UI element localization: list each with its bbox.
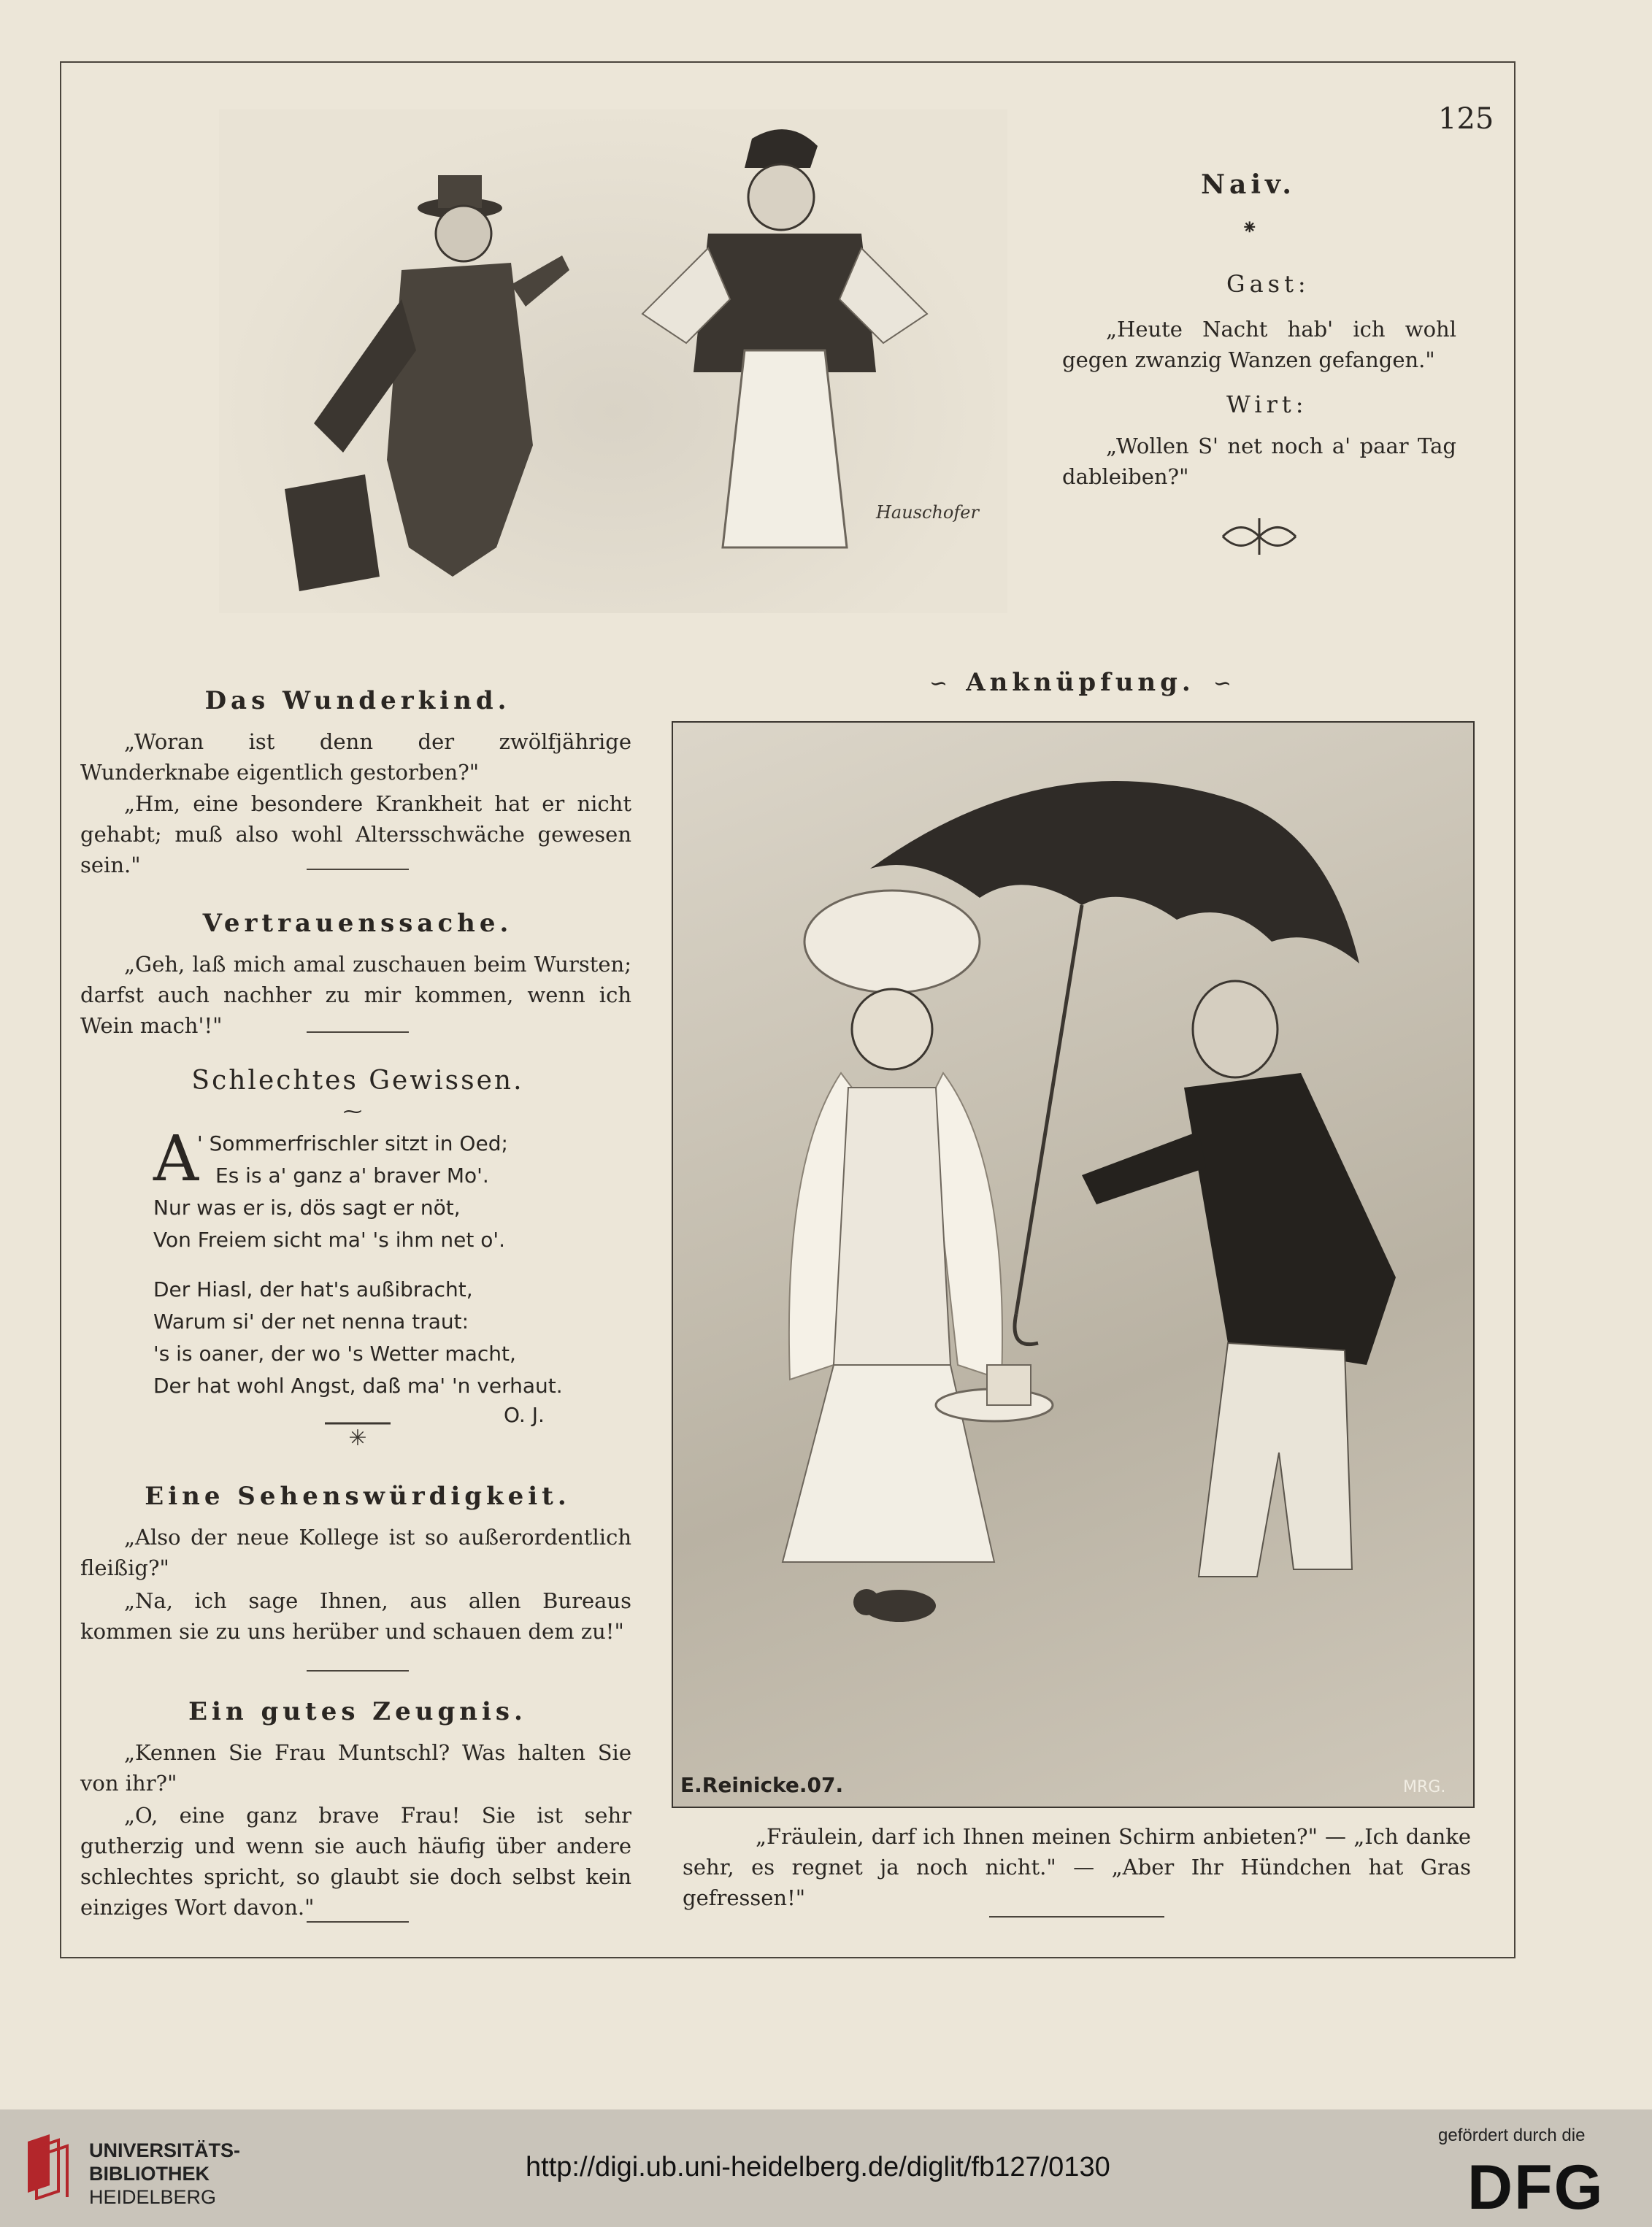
verse-line: Nur was er is, dös sagt er nöt, xyxy=(153,1196,461,1220)
divider-rule xyxy=(307,1670,409,1672)
naiv-title: Naiv. xyxy=(1201,169,1296,200)
naiv-speaker-host: Wirt: xyxy=(1226,391,1308,418)
dfg-logo: DFG xyxy=(1467,2153,1605,2223)
divider-rule xyxy=(307,1921,409,1923)
anknuepfung-left-flourish: ∽ xyxy=(929,671,948,696)
wunderkind-answer: „Hm, eine besondere Krankheit hat er nicht gehabt; muß also wohl Altersschwäche gewesen sein." xyxy=(80,791,631,877)
naiv-guest-line: „Heute Nacht hab' ich wohl gegen zwanzig Wanzen gefangen." xyxy=(1062,317,1456,372)
wunderkind-title: Das Wunderkind. xyxy=(204,686,511,715)
sehenswuerdigkeit-question: „Also der neue Kollege ist so außerordentlich fleißig?" xyxy=(80,1525,631,1580)
library-name-line: HEIDELBERG xyxy=(89,2186,217,2208)
artist-signature-top: Hauschofer xyxy=(876,502,979,523)
anknuepfung-title-row xyxy=(883,668,1278,697)
guest-and-innkeeper-drawing xyxy=(219,109,1007,613)
verse-line: ' Sommerfrischler sitzt in Oed; xyxy=(197,1131,508,1155)
naiv-flourish-ornament xyxy=(1219,515,1299,558)
anknuepfung-caption: „Fräulein, darf ich Ihnen meinen Schirm anbieten?" — „Ich danke sehr, es regnet ja noch nicht." — „Aber Ihr Hündchen hat Gras gefressen!" xyxy=(683,1824,1471,1910)
gewissen-author: O. J. xyxy=(504,1403,545,1427)
anknuepfung-title: Anknüpfung. xyxy=(966,668,1195,697)
zeugnis-answer: „O, eine ganz brave Frau! Sie ist sehr gutherzig und wenn sie auch häufig über andere schlechtes spricht, so glaubt sie doch selbst kein einziges Wort davon." xyxy=(80,1803,631,1920)
verse-line: Warum si' der net nenna traut: xyxy=(153,1309,469,1334)
umbrella-encounter-drawing xyxy=(673,723,1473,1807)
verse-line: Es is a' ganz a' braver Mo'. xyxy=(215,1163,489,1188)
illustration-umbrella-encounter xyxy=(672,721,1475,1808)
anknuepfung-right-flourish: ∽ xyxy=(1213,671,1232,696)
svg-text:✳: ✳ xyxy=(348,1426,367,1449)
library-name xyxy=(89,2139,240,2209)
divider-rule xyxy=(989,1916,1164,1918)
divider-rule xyxy=(307,869,409,870)
gewissen-tilde-ornament: ⁓ xyxy=(343,1101,362,1123)
verse-line: Von Freiem sicht ma' 's ihm net o'. xyxy=(153,1228,506,1252)
library-logo-icon xyxy=(20,2134,73,2200)
verse-line: Der hat wohl Angst, daß ma' 'n verhaut. xyxy=(153,1374,563,1398)
footer-bar xyxy=(0,2109,1652,2227)
page-number: 125 xyxy=(1438,102,1494,136)
vertrauen-text: „Geh, laß mich amal zuschauen beim Wursten; darfst auch nachher zu mir kommen, wenn ich Wein mach'!" xyxy=(80,952,631,1038)
library-name-line: BIBLIOTHEK xyxy=(89,2163,210,2185)
gewissen-title: Schlechtes Gewissen. xyxy=(191,1066,524,1096)
verse-line: Der Hiasl, der hat's außibracht, xyxy=(153,1277,473,1301)
funded-by-label: gefördert durch die xyxy=(1438,2126,1586,2145)
artist-signature-left: E.Reinicke.07. xyxy=(680,1773,844,1797)
vertrauen-title: Vertrauenssache. xyxy=(202,909,513,938)
library-name-line: UNIVERSITÄTS- xyxy=(89,2139,241,2161)
sehenswuerdigkeit-answer: „Na, ich sage Ihnen, aus allen Bureaus kommen sie zu uns herüber und schauen dem zu!" xyxy=(80,1588,631,1644)
sehenswuerdigkeit-title: Eine Sehenswürdigkeit. xyxy=(145,1482,571,1511)
divider-rule xyxy=(307,1031,409,1033)
naiv-ornament: ⁕ xyxy=(1241,215,1259,239)
zeugnis-question: „Kennen Sie Frau Muntschl? Was halten Sie von ihr?" xyxy=(80,1740,631,1796)
naiv-speaker-guest: Gast: xyxy=(1226,270,1310,298)
illustration-guest-and-innkeeper xyxy=(219,109,1007,613)
document-url-link[interactable]: http://digi.ub.uni-heidelberg.de/diglit/fb127/0130 xyxy=(526,2152,1110,2182)
gewissen-star-ornament xyxy=(321,1412,394,1449)
artist-signature-right: MRG. xyxy=(1403,1778,1446,1796)
gewissen-dropcap: A xyxy=(153,1123,199,1196)
wunderkind-question: „Woran ist denn der zwölfjährige Wunderknabe eigentlich gestorben?" xyxy=(80,729,631,785)
naiv-host-line: „Wollen S' net noch a' paar Tag dableiben?" xyxy=(1062,434,1456,489)
verse-line: 's is oaner, der wo 's Wetter macht, xyxy=(153,1342,516,1366)
zeugnis-title: Ein gutes Zeugnis. xyxy=(188,1697,527,1726)
